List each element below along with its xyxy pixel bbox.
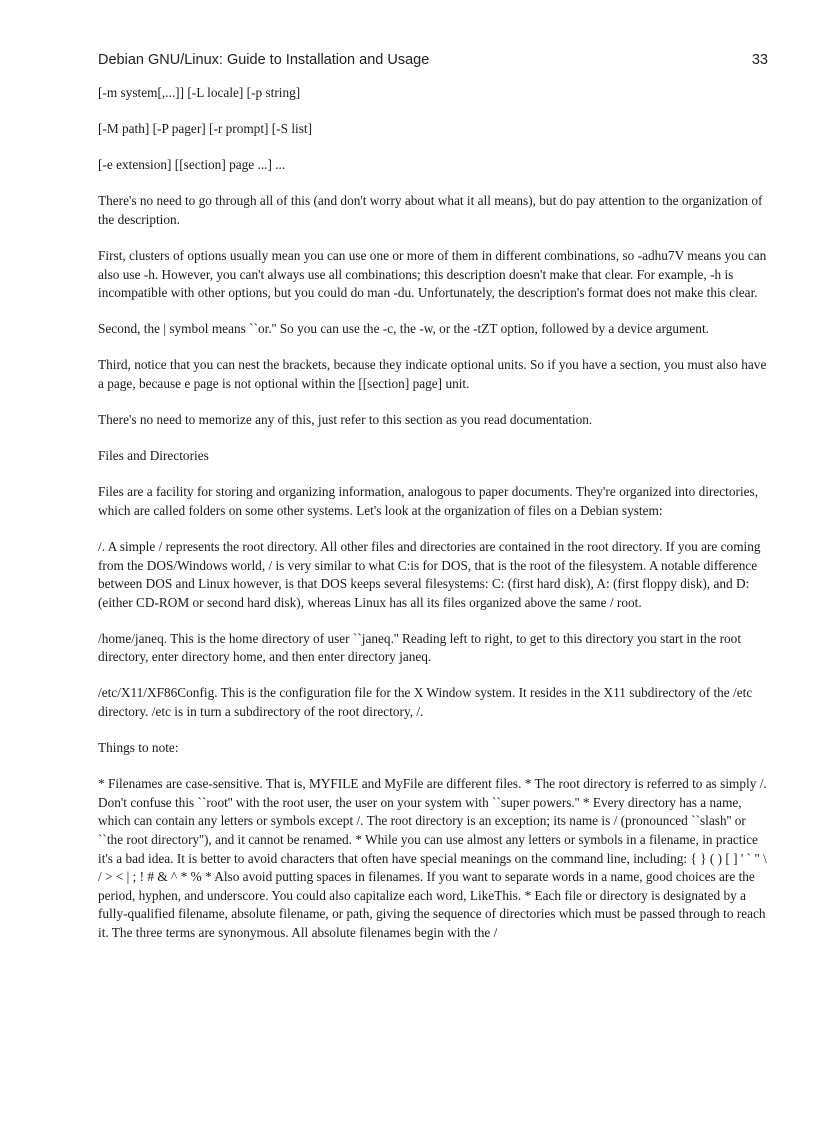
document-body [98,84,768,960]
paragraph-first: First, clusters of options usually mean you can use one or more of them in different combinations, so -adhu7V means you can also use -h. However, you can't always use all combinations; this description doesn't make that clear. For example, -h is incompatible with other options, but you could do man -du. Unfortunately, the description's format does not make this clear. [98,247,767,301]
synopsis-line-1: [-m system[,...]] [-L locale] [-p string] [98,85,301,100]
synopsis-line-3: [-e extension] [[section] page ...] ... [98,157,286,173]
paragraph-second: Second, the | symbol means ``or.'' So you can use the -c, the -w, or the -tZT option, followed by a device argument. [98,321,709,337]
paragraph-memorize: There's no need to memorize any of this, just refer to this section as you read documentation. [98,412,593,428]
page-number: 33 [751,52,768,68]
paragraph-home: /home/janeq. This is the home directory of user ``janeq.'' Reading left to right, to get to this directory you start in the root directory, enter directory home, and then enter directory janeq. [98,630,742,665]
paragraph-root: /. A simple / represents the root directory. All other files and directories are contained in the root directory. If you are coming from the DOS/Windows world, / is very similar to what C:is for DOS, that is the root of the filesystem. A notable difference between DOS and Linux however, is that DOS keeps several filesystems: C: (first hard disk), A: (first floppy disk), and D: (either CD-ROM or second hard disk), whereas Linux has all its files organized above the same / root. [98,538,761,610]
page-header [98,52,768,72]
paragraph-no-need: There's no need to go through all of this (and don't worry about what it all means), but do pay attention to the organization of the description. [98,193,763,227]
synopsis-line-2: [-M path] [-P pager] [-r prompt] [-S list] [98,121,313,137]
document-title: Debian GNU/Linux: Guide to Installation and Usage [98,52,430,68]
paragraph-files-intro: Files are a facility for storing and organizing information, analogous to paper documents. They're organized into directories, which are called folders on some other systems. Let's look at the organization of files on a Debian system: [98,484,759,518]
paragraph-xf86config: /etc/X11/XF86Config. This is the configuration file for the X Window system. It resides in the X11 subdirectory of the /etc directory. /etc is in turn a subdirectory of the root directory, /. [98,685,753,720]
paragraph-notes-list: * Filenames are case-sensitive. That is, MYFILE and MyFile are different files. * The root directory is referred to as simply /. Don't confuse this ``root'' with the root user, the user on your system with ``super powers.'' * Every directory has a name, which can contain any letters or symbols except /. The root directory is an exception; its name is / (pronounced ``slash'' or ``the root directory''), and it cannot be renamed. * While you can use almost any letters or symbols in a filename, in practice it's a bad idea. It is better to avoid characters that often have special meanings on the command line, including: { } ( ) [ ] ' ` " \ / > < | ; ! # & ^ * % * Also avoid putting spaces in filenames. If you want to separate words in a name, good choices are the period, hyphen, and underscore. You could also capitalize each word, LikeThis. * Each file or directory is designated by a fully-qualified filename, absolute filename, or path, giving the sequence of directories which must be passed through to reach it. The three terms are synonymous. All absolute filenames begin with the / [98,776,767,940]
section-heading: Files and Directories [98,448,209,464]
paragraph-things-to-note: Things to note: [98,740,179,756]
paragraph-third: Third, notice that you can nest the brackets, because they indicate optional units. So if you have a section, you must also have a page, because e page is not optional within the [[section] page] unit. [98,357,767,391]
